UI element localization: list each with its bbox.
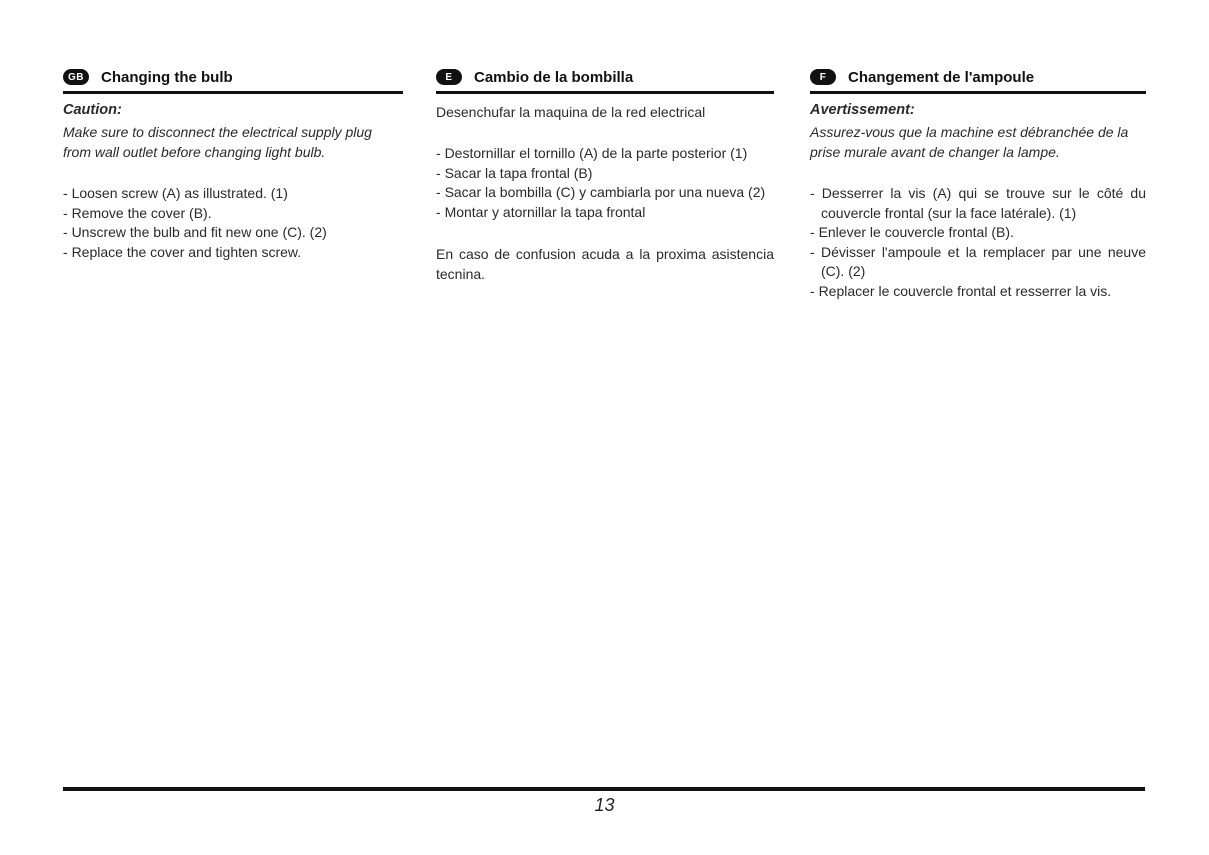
caution-heading: Avertissement: bbox=[810, 102, 915, 118]
section-spanish bbox=[436, 66, 774, 284]
closing-text: En caso de confusion acuda a la proxima asistencia tecnina. bbox=[436, 246, 774, 282]
section-header-english bbox=[63, 66, 403, 94]
step-item: - Desserrer la vis (A) qui se trouve sur le côté du couvercle frontal (sur la face latérale). (1) bbox=[810, 184, 1146, 223]
step-item: - Loosen screw (A) as illustrated. (1) bbox=[63, 184, 403, 204]
step-item: - Montar y atornillar la tapa frontal bbox=[436, 203, 774, 223]
step-item: - Enlever le couvercle frontal (B). bbox=[810, 223, 1146, 243]
caution-text: Make sure to disconnect the electrical supply plug from wall outlet before changing light bulb. bbox=[63, 124, 372, 160]
step-item: - Replace the cover and tighten screw. bbox=[63, 243, 403, 263]
section-header-spanish bbox=[436, 66, 774, 94]
page-number: 13 bbox=[594, 795, 615, 815]
caution-heading: Caution: bbox=[63, 102, 122, 118]
section-title-english: Changing the bulb bbox=[101, 68, 233, 86]
caution-text: Assurez-vous que la machine est débranchée de la prise murale avant de changer la lampe. bbox=[810, 124, 1129, 160]
step-item: - Destornillar el tornillo (A) de la parte posterior (1) bbox=[436, 144, 774, 164]
section-header-french bbox=[810, 66, 1146, 94]
f-language-badge-icon: F bbox=[810, 69, 836, 85]
step-item: - Unscrew the bulb and fit new one (C). (2) bbox=[63, 223, 403, 243]
step-item: - Remove the cover (B). bbox=[63, 204, 403, 224]
step-item: - Replacer le couvercle frontal et resserrer la vis. bbox=[810, 282, 1146, 302]
section-english bbox=[63, 66, 403, 262]
step-item: - Sacar la tapa frontal (B) bbox=[436, 164, 774, 184]
e-language-badge-icon: E bbox=[436, 69, 462, 85]
section-title-french: Changement de l'ampoule bbox=[848, 68, 1035, 86]
gb-language-badge-icon: GB bbox=[63, 69, 89, 85]
steps-list-english bbox=[63, 184, 403, 262]
section-french bbox=[810, 66, 1146, 301]
steps-list-spanish bbox=[436, 144, 774, 222]
step-item: - Sacar la bombilla (C) y cambiarla por una nueva (2) bbox=[436, 183, 774, 203]
footer-divider bbox=[63, 787, 1145, 791]
step-item: - Dévisser l'ampoule et la remplacer par une neuve (C). (2) bbox=[810, 243, 1146, 282]
intro-text: Desenchufar la maquina de la red electrical bbox=[436, 104, 706, 120]
section-title-spanish: Cambio de la bombilla bbox=[474, 68, 634, 86]
steps-list-french bbox=[810, 184, 1146, 301]
